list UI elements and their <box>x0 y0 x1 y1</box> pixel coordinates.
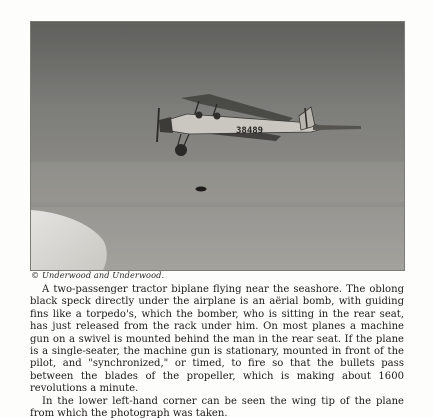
biplane-photograph <box>30 21 405 271</box>
photo-scene <box>31 22 404 270</box>
wheel <box>175 144 187 156</box>
photo-credit: © Underwood and Underwood. <box>31 270 165 280</box>
pilot-head <box>196 112 203 119</box>
bomber-head <box>214 113 221 120</box>
plane-serial-number: 38489 <box>236 126 264 136</box>
caption-paragraph: In the lower left-hand corner can be seen the wing tip of the plane from which the photograph was taken. <box>30 395 404 420</box>
caption-body <box>30 284 404 420</box>
haze-band <box>31 162 404 202</box>
aerial-bomb <box>196 187 207 192</box>
caption-paragraph: A two-passenger tractor biplane flying near the seashore. The oblong black speck directly under the airplane is an aërial bomb, with guiding fins like a torpedo's, which the bomber, who is sitting in the rear seat, has just released from the rack under him. On most planes a machine gun on a swivel is mounted behind the man in the rear seat. If the plane is a single-seater, the machine gun is stationary, mounted in front of the pilot, and "synchronized," or timed, to fire so that the bullets pass between the blades of the propeller, which is making about 1600 revolutions a minute. <box>30 284 404 395</box>
